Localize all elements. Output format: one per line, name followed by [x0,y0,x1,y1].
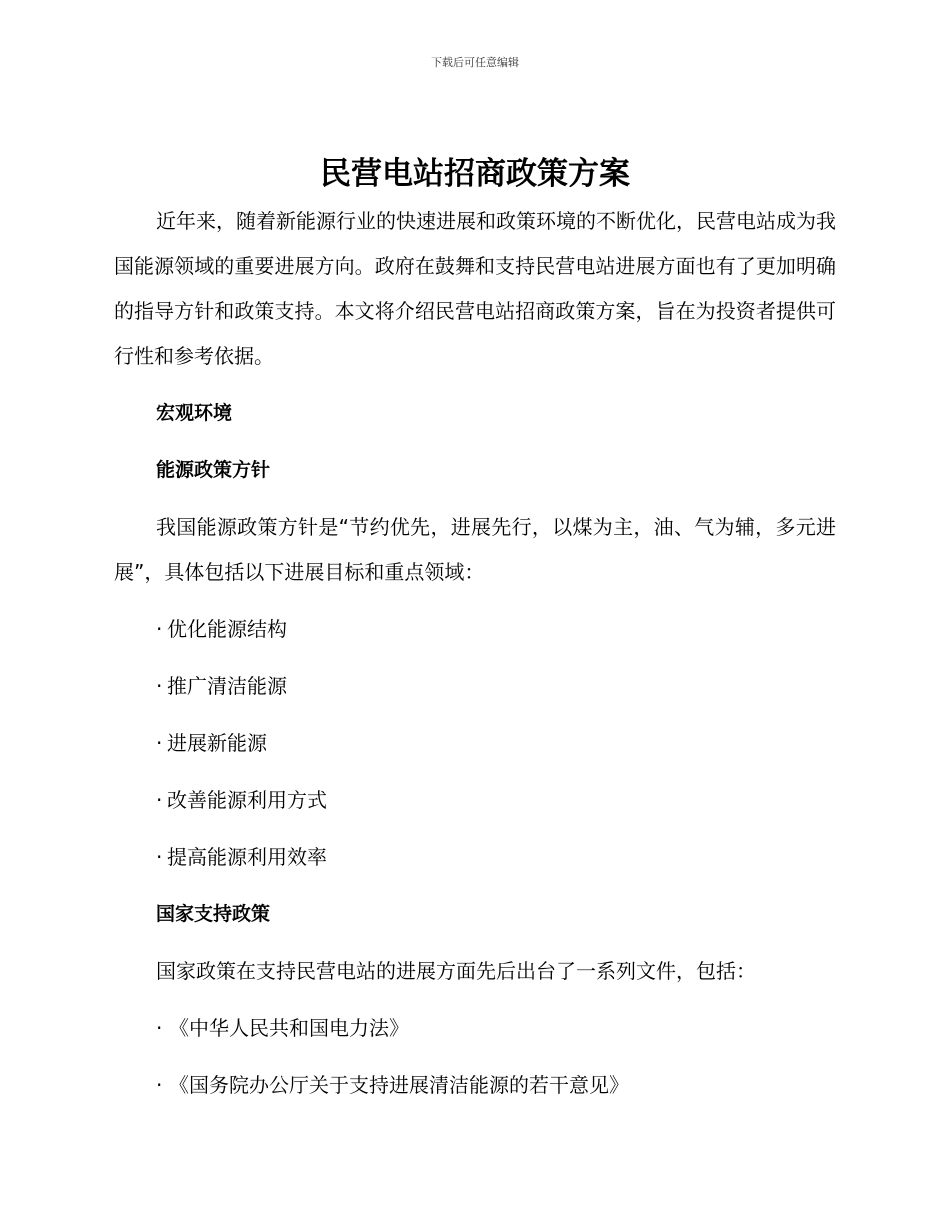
list-item-text: 提高能源利用效率 [167,845,327,869]
page-header-note: 下载后可任意编辑 [431,56,519,69]
list-item [114,1006,836,1051]
bullet-icon: · [156,1016,163,1040]
list-item [114,1063,836,1108]
list-item-text: 优化能源结构 [167,617,287,641]
energy-policy-paragraph: 我国能源政策方针是“节约优先，进展先行，以煤为主，油、气为辅，多元进展”，具体包括以下进展目标和重点领域： [114,515,836,584]
heading-energy-policy: 能源政策方针 [156,459,271,481]
list-item [114,664,836,709]
document-title: 民营电站招商政策方案 [320,156,630,192]
bullet-icon: · [156,1073,163,1097]
bullet-icon: · [156,674,163,698]
list-item [114,835,836,880]
national-support-paragraph: 国家政策在支持民营电站的进展方面先后出台了一系列文件，包括： [156,959,756,983]
list-item [114,721,836,766]
list-item-text: 《国务院办公厅关于支持进展清洁能源的若干意见》 [169,1073,629,1097]
bullet-icon: · [156,788,163,812]
intro-paragraph: 近年来，随着新能源行业的快速进展和政策环境的不断优化，民营电站成为我国能源领域的重要进展方向。政府在鼓舞和支持民营电站进展方面也有了更加明确的指导方针和政策支持。本文将介绍民营电站招商政策方案，旨在为投资者提供可行性和参考依据。 [114,209,836,368]
heading-national-support: 国家支持政策 [156,903,271,925]
document-body [114,199,836,1120]
list-item-text: 进展新能源 [167,731,267,755]
bullet-icon: · [156,617,163,641]
list-item [114,778,836,823]
list-item [114,607,836,652]
bullet-icon: · [156,731,163,755]
list-item-text: 改善能源利用方式 [167,788,327,812]
list-item-text: 《中华人民共和国电力法》 [169,1016,409,1040]
list-item-text: 推广清洁能源 [167,674,287,698]
heading-macro-environment: 宏观环境 [156,402,233,424]
bullet-icon: · [156,845,163,869]
